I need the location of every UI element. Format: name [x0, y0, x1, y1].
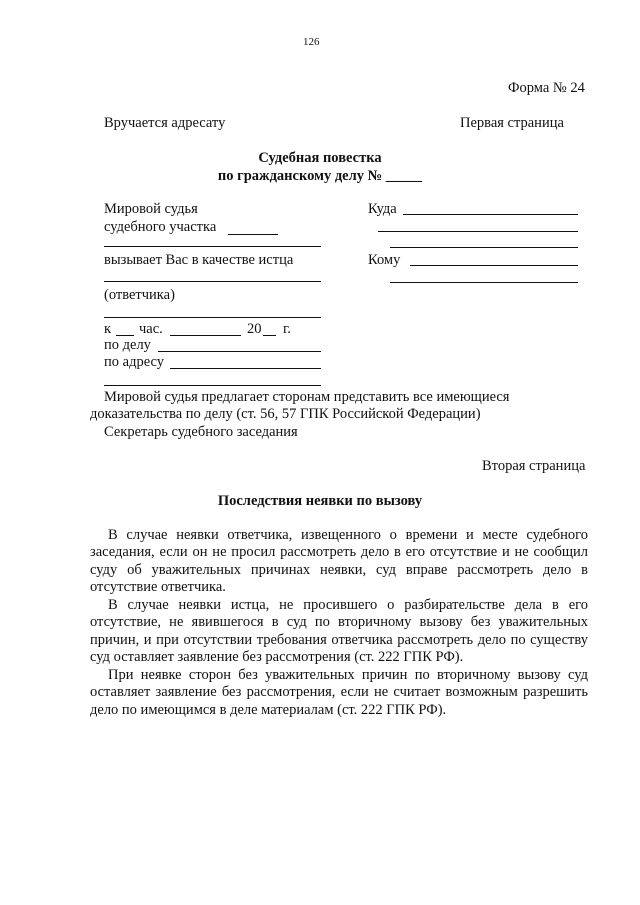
district-label: судебного участка [104, 219, 217, 235]
where-blank-2 [378, 231, 578, 232]
to-whom-label: Кому [368, 252, 401, 268]
where-label: Куда [368, 201, 397, 217]
summons-title: Судебная повестка [258, 150, 382, 166]
blank-line [104, 246, 321, 247]
year-blank [263, 335, 276, 336]
where-blank [403, 214, 578, 215]
first-page-label: Первая страница [460, 115, 564, 131]
year-suffix: г. [283, 321, 291, 337]
case-blank [158, 351, 321, 352]
blank-line [104, 317, 321, 318]
hours-label: час. [139, 321, 163, 337]
date-blank [170, 335, 241, 336]
form-number: Форма № 24 [508, 80, 585, 96]
judge-label: Мировой судья [104, 201, 198, 217]
page-number: 126 [303, 36, 320, 48]
hour-blank [116, 335, 134, 336]
evidence-text-line1: Мировой судья предлагает сторонам представить все имеющиеся [104, 389, 510, 405]
delivered-to-label: Вручается адресату [104, 115, 226, 131]
to-whom-blank-2 [390, 282, 578, 283]
blank-line [104, 281, 321, 282]
address-label: по адресу [104, 354, 164, 370]
blank-line [104, 385, 321, 386]
secretary-label: Секретарь судебного заседания [104, 424, 298, 440]
time-k-label: к [104, 321, 112, 337]
district-blank [228, 234, 278, 235]
summons-subtitle: по гражданскому делу № _____ [217, 168, 423, 184]
summons-role-label: вызывает Вас в качестве истца [104, 252, 294, 268]
where-blank-3 [390, 247, 578, 248]
case-label: по делу [104, 337, 151, 353]
consequence-paragraph: При неявке сторон без уважительных причин по вторичному вызову суд оставляет заявление без рассмотрения, если не считает возможным разрешить дело по имеющимся в деле материалам (ст. 222 ГПК РФ). [90, 667, 588, 718]
defendant-label: (ответчика) [104, 287, 175, 303]
consequences-title: Последствия неявки по вызову [217, 493, 423, 509]
address-blank [170, 368, 321, 369]
consequence-paragraph: В случае неявки ответчика, извещенного о времени и месте судебного заседания, если он не просил рассмотреть дело в его отсутствие и не сообщил суду об уважительных причинах неявки, суд вправе рассмотреть дело в отсутствие ответчика. [90, 527, 588, 596]
year-label: 20 [247, 321, 262, 337]
to-whom-blank [410, 265, 578, 266]
evidence-text-line2: доказательства по делу (ст. 56, 57 ГПК Российской Федерации) [90, 406, 481, 422]
second-page-label: Вторая страница [482, 458, 586, 474]
consequence-paragraph: В случае неявки истца, не просившего о разбирательстве дела в его отсутствие, не явившегося в суд по вторичному вызову без уважительных причин, и при отсутствии требования ответчика рассмотреть дело по существу суд оставляет заявление без рассмотрения (ст. 222 ГПК РФ). [90, 597, 588, 666]
